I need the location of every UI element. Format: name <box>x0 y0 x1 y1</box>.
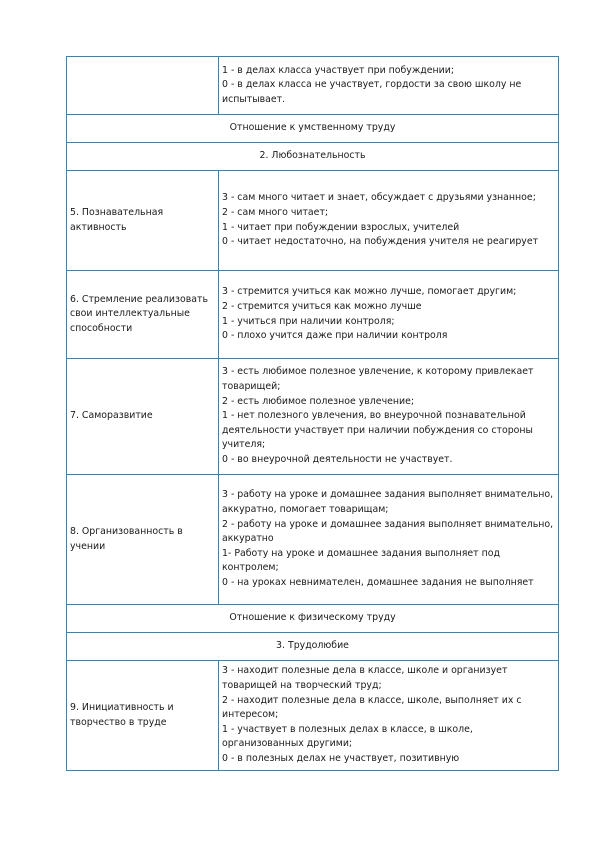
criterion-levels <box>219 661 559 771</box>
table-row <box>67 359 559 475</box>
criterion-levels <box>219 359 559 475</box>
section-row <box>67 605 559 633</box>
level-description: 3 - сам много читает и знает, обсуждает с друзьями узнанное; <box>222 192 536 204</box>
table-row <box>67 661 559 771</box>
level-description: 0 - плохо учится даже при наличии контроля <box>222 330 448 342</box>
table-row <box>67 475 559 605</box>
level-description: 0 - читает недостаточно, на побуждения учителя не реагирует <box>222 236 539 248</box>
level-description: 0 - в полезных делах не участвует, позитивную <box>222 752 460 764</box>
criteria-table <box>66 56 559 771</box>
section-row <box>67 633 559 661</box>
level-description: 3 - находит полезные дела в классе, школе и организует товарищей на творческий труд; <box>222 665 508 692</box>
level-description: 2 - работу на уроке и домашнее задания выполняет внимательно, аккуратно <box>222 518 554 545</box>
level-description: 3 - есть любимое полезное увлечение, к которому привлекает товарищей; <box>222 366 534 393</box>
criterion-name: 6. Стремление реализовать свои интеллектуальные способности <box>67 271 219 359</box>
criterion-levels <box>219 57 559 115</box>
table-row <box>67 271 559 359</box>
section-heading: Отношение к физическому труду <box>67 605 559 633</box>
section-row <box>67 143 559 171</box>
section-row <box>67 115 559 143</box>
criterion-name: 8. Организованность в учении <box>67 475 219 605</box>
table-row <box>67 57 559 115</box>
level-description: 1 - учиться при наличии контроля; <box>222 315 395 327</box>
level-description: 2 - есть любимое полезное увлечение; <box>222 395 415 407</box>
criterion-levels <box>219 271 559 359</box>
criterion-levels <box>219 171 559 271</box>
level-description: 0 - во внеурочной деятельности не участвует. <box>222 453 453 465</box>
level-description: 1 - нет полезного увлечения, во внеурочной познавательной деятельности участвует при наличии побуждения со стороны учителя; <box>222 410 533 451</box>
level-description: 1- Работу на уроке и домашнее задания выполняет под контролем; <box>222 547 500 574</box>
level-description: 1 - участвует в полезных делах в классе, в школе, организованных другими; <box>222 723 473 750</box>
criterion-name: 5. Познавательная активность <box>67 171 219 271</box>
section-heading: 2. Любознательность <box>67 143 559 171</box>
criterion-name: 7. Саморазвитие <box>67 359 219 475</box>
table-row <box>67 171 559 271</box>
level-description: 3 - работу на уроке и домашнее задания выполняет внимательно, аккуратно, помогает товарищам; <box>222 489 554 516</box>
section-heading: Отношение к умственному труду <box>67 115 559 143</box>
level-description: 0 - в делах класса не участвует, гордости за свою школу не испытывает. <box>222 79 522 105</box>
criterion-name <box>67 57 219 115</box>
level-description: 2 - сам много читает; <box>222 206 329 218</box>
criterion-name: 9. Инициативность и творчество в труде <box>67 661 219 771</box>
level-description: 0 - на уроках невнимателен, домашнее задания не выполняет <box>222 576 534 588</box>
criterion-levels <box>219 475 559 605</box>
section-heading: 3. Трудолюбие <box>67 633 559 661</box>
level-description: 3 - стремится учиться как можно лучше, помогает другим; <box>222 286 517 298</box>
level-description: 1 - читает при побуждении взрослых, учителей <box>222 221 460 233</box>
level-description: 1 - в делах класса участвует при побуждении; <box>222 64 455 76</box>
level-description: 2 - находит полезные дела в классе, школе, выполняет их с интересом; <box>222 694 522 721</box>
level-description: 2 - стремится учиться как можно лучше <box>222 300 422 312</box>
